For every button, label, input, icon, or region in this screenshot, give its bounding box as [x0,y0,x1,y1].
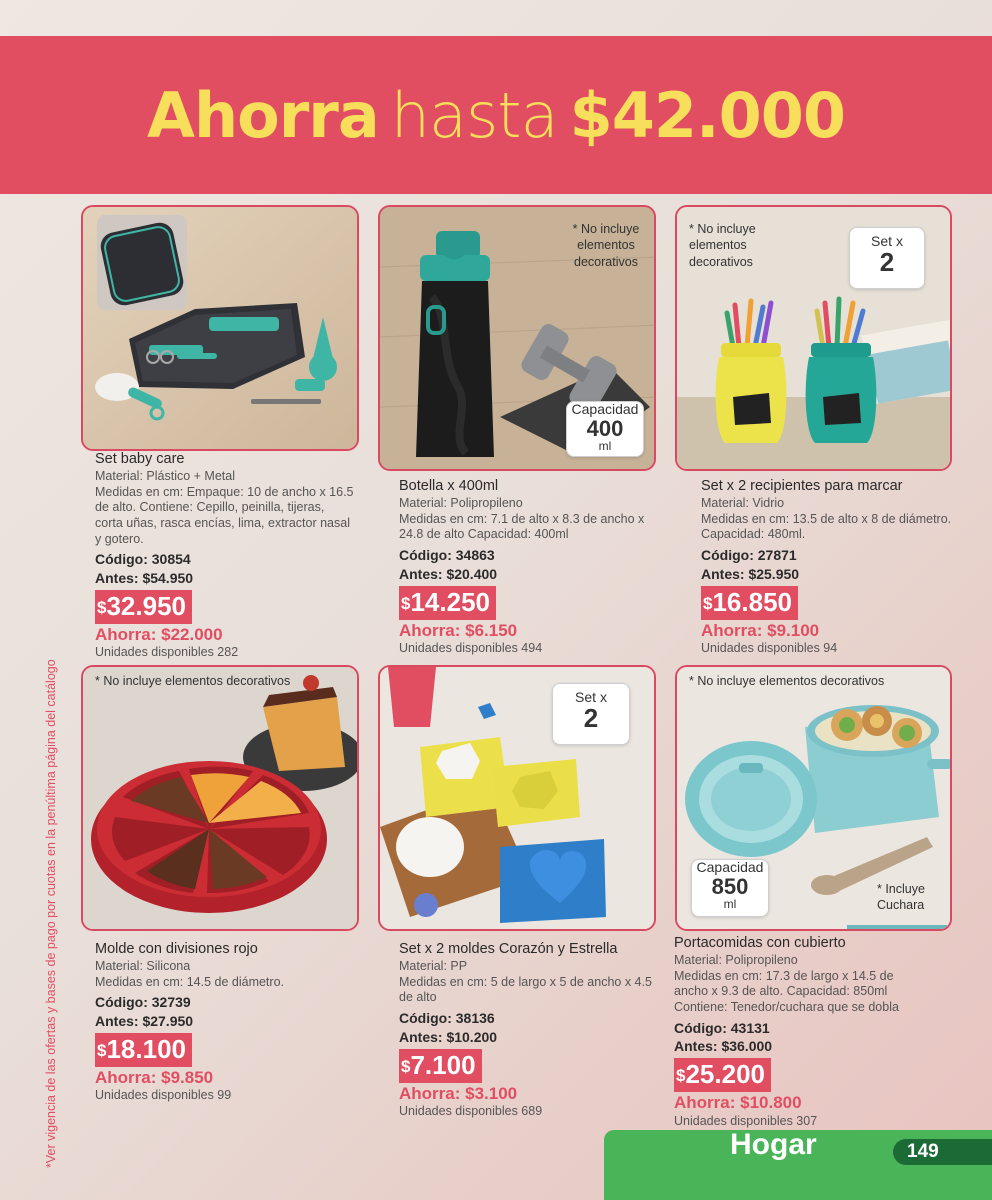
product-spec-measures: Medidas en cm: 13.5 de alto x 8 de diámetro. Capacidad: 480ml. [701,511,952,542]
product-price [399,1049,482,1083]
product-image-baby-care[interactable] [81,205,359,451]
price-currency: $ [401,1056,411,1076]
product-spec-measures: Medidas en cm: 7.1 de alto x 8.3 de ancho x 24.8 de alto Capacidad: 400ml [399,511,645,542]
product-spec-material: Material: Polipropileno [399,496,523,510]
badge-title: Capacidad [696,859,764,875]
product-info-lunchbox [674,935,914,1128]
product-name: Botella x 400ml [399,478,499,494]
product-note-includes-spoon: * Incluye Cuchara [877,882,925,913]
product-units: Unidades disponibles 94 [701,640,838,655]
price-currency: $ [401,593,411,613]
product-image-heart-star-molds[interactable] [378,665,656,931]
product-note-decorative: * No incluye elementos decorativos [689,222,756,269]
product-spec-measures: Medidas en cm: 17.3 de largo x 14.5 de ancho x 9.3 de alto. Capacidad: 850ml [674,968,894,999]
price-currency: $ [97,1041,107,1061]
badge-unit: ml [598,439,612,454]
silicone-mold-illustration [83,667,359,931]
product-spec-material: Material: Vidrio [701,496,785,510]
product-units: Unidades disponibles 494 [399,640,543,655]
section-label: Hogar [730,1128,817,1161]
product-price [95,1033,192,1067]
price-value: 7.100 [410,1049,476,1080]
product-image-jars[interactable] [675,205,952,471]
product-name: Portacomidas con cubierto [674,935,846,951]
set-badge [552,683,630,745]
product-spec-material: Material: Plástico + Metal [95,469,235,483]
product-units: Unidades disponibles 689 [399,1103,543,1118]
product-spec-measures: Medidas en cm: 14.5 de diámetro. [95,974,284,989]
product-code: Código: 32739 [95,994,191,1011]
product-name: Set baby care [95,451,185,467]
product-note-decorative: * No incluye elementos decorativos [689,674,885,688]
baby-care-kit-illustration [83,207,359,451]
product-units: Unidades disponibles 99 [95,1088,232,1103]
product-before-price: Antes: $20.400 [399,565,498,582]
product-image-mold[interactable] [81,665,359,931]
product-info-mold [95,941,355,1102]
badge-title: Set x [575,689,607,705]
product-savings: Ahorra: $3.100 [399,1083,518,1103]
capacity-badge [691,859,769,917]
product-info-baby-care [95,451,355,659]
badge-number: 400 [586,416,624,442]
banner-word-hasta: hasta [390,78,558,152]
product-code: Código: 43131 [674,1019,770,1036]
product-note-decorative: * No incluye elementos decorativos [572,222,640,269]
product-spec-measures: Medidas en cm: Empaque: 10 de ancho x 16.5 de alto. Contiene: Cepillo, peinilla, tijeras, corta uñas, rasca encías, lima, extractor nasal y gotero. [95,484,354,546]
product-info-bottle [399,478,659,655]
product-code: Código: 30854 [95,551,191,568]
product-image-lunchbox[interactable] [675,665,952,931]
product-spec-material: Material: Polipropileno [674,953,798,967]
product-price [674,1058,771,1092]
product-before-price: Antes: $25.950 [701,565,800,582]
product-before-price: Antes: $10.200 [399,1028,498,1045]
product-name: Set x 2 moldes Corazón y Estrella [399,941,618,957]
price-currency: $ [97,597,107,617]
product-savings: Ahorra: $10.800 [674,1093,802,1113]
product-price [399,586,496,620]
price-value: 25.200 [685,1059,765,1090]
price-value: 18.100 [106,1034,186,1065]
badge-number: 2 [879,247,895,278]
product-code: Código: 38136 [399,1009,495,1026]
header-banner [0,36,992,194]
product-name: Molde con divisiones rojo [95,941,258,957]
price-value: 16.850 [712,586,792,617]
product-price [701,586,798,620]
product-spec-contents: Contiene: Tenedor/cuchara que se dobla [674,999,899,1014]
product-spec-measures: Medidas en cm: 5 de largo x 5 de ancho x 4.5 de alto [399,974,652,1005]
banner-word-ahorra: Ahorra [146,78,379,152]
product-before-price: Antes: $54.950 [95,570,194,587]
price-value: 14.250 [410,586,490,617]
product-savings: Ahorra: $22.000 [95,624,223,644]
badge-title: Capacidad [571,401,639,417]
product-units: Unidades disponibles 282 [95,645,239,660]
page-number: 149 [893,1139,992,1165]
badge-unit: ml [723,897,737,912]
product-savings: Ahorra: $9.100 [701,620,820,640]
product-spec-material: Material: PP [399,959,468,973]
product-info-heart-star-molds [399,941,659,1118]
product-code: Código: 27871 [701,546,797,563]
product-before-price: Antes: $27.950 [95,1013,194,1030]
price-currency: $ [676,1066,686,1086]
banner-amount: $42.000 [569,78,845,152]
price-value: 32.950 [106,590,186,621]
capacity-badge [566,401,644,457]
side-disclaimer: *Ver vigencia de las ofertas y bases de pago por cuotas en la penúltima página del catálogo [44,659,58,1168]
product-units: Unidades disponibles 307 [674,1113,818,1128]
product-note-decorative: * No incluye elementos decorativos [95,674,291,688]
badge-number: 850 [711,874,749,900]
product-code: Código: 34863 [399,546,495,563]
badge-title: Set x [871,233,903,249]
badge-number: 2 [583,703,599,734]
banner-headline [147,79,845,152]
product-savings: Ahorra: $6.150 [399,620,518,640]
product-price [95,590,192,624]
product-spec-material: Material: Silicona [95,959,191,973]
set-badge [849,227,925,289]
product-before-price: Antes: $36.000 [674,1038,773,1055]
product-savings: Ahorra: $9.850 [95,1068,214,1088]
product-info-jars [701,478,961,655]
product-image-bottle[interactable] [378,205,656,471]
product-name: Set x 2 recipientes para marcar [701,478,903,494]
price-currency: $ [703,593,713,613]
